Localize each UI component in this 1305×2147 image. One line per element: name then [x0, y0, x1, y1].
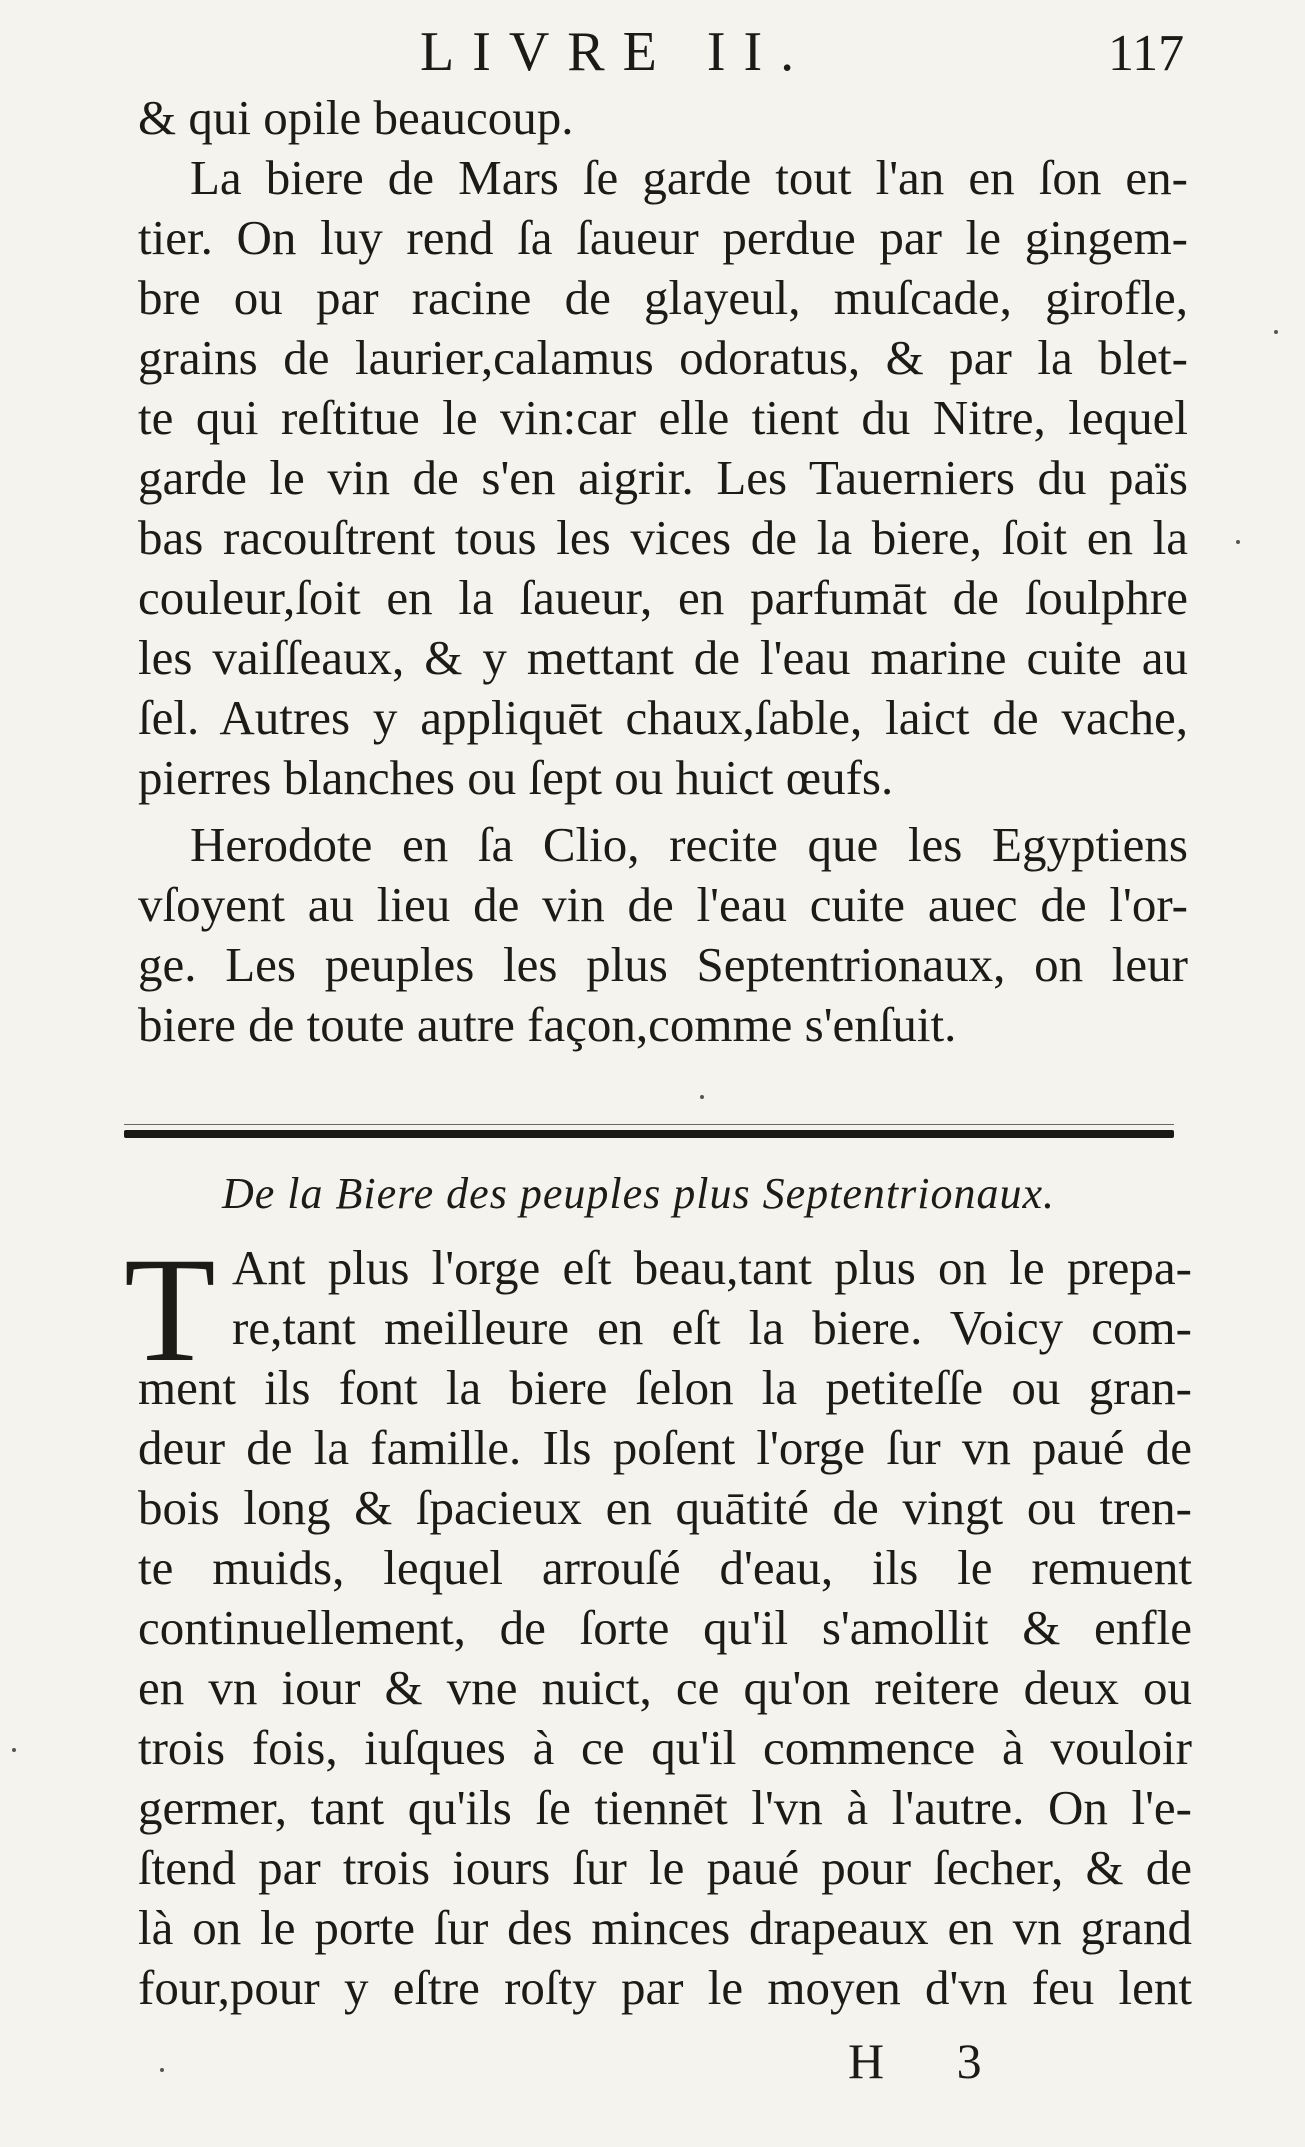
section-divider: [124, 1130, 1174, 1138]
text-line: bas racouſtrent tous les vices de la biere, ſoit en la: [138, 510, 1188, 565]
drop-cap: T: [124, 1227, 216, 1393]
text-line: te qui reſtitue le vin:car elle tient du Nitre, lequel: [138, 390, 1188, 445]
paper-speck: [12, 1748, 16, 1752]
text-line: grains de laurier,calamus odoratus, & par la blet-: [138, 330, 1188, 385]
paper-speck: [1274, 330, 1278, 334]
text-line: Ant plus l'orge eſt beau,tant plus on le prepa-: [232, 1240, 1192, 1295]
text-line: en vn iour & vne nuict, ce qu'on reitere deux ou: [138, 1660, 1192, 1715]
section-opening-lines: [232, 1238, 1192, 1358]
signature-mark: H 3: [848, 2033, 1012, 2089]
section-divider-thin: [124, 1124, 1174, 1125]
text-line: te muids, lequel arrouſé d'eau, ils le remuent: [138, 1540, 1192, 1595]
text-line: & qui opile beaucoup.: [138, 90, 574, 145]
text-line: les vaiſſeaux, & y mettant de l'eau marine cuite au: [138, 630, 1188, 685]
text-line: ment ils font la biere ſelon la petiteſſe ou gran-: [138, 1360, 1192, 1415]
text-line: trois fois, iuſques à ce qu'il commence à vouloir: [138, 1720, 1192, 1775]
text-line: deur de la famille. Ils poſent l'orge ſur vn paué de: [138, 1420, 1192, 1475]
text-line: pierres blanches ou ſept ou huict œufs.: [138, 750, 894, 805]
paragraph-beer-of-march: [138, 88, 1188, 808]
text-line: biere de toute autre façon,comme s'enſuit.: [138, 997, 957, 1052]
text-line: La biere de Mars ſe garde tout l'an en ſon en-: [190, 150, 1188, 205]
text-line: là on le porte ſur des minces drapeaux en vn grand: [138, 1900, 1192, 1955]
text-line: bois long & ſpacieux en quātité de vingt ou tren-: [138, 1480, 1192, 1535]
text-line: re,tant meilleure en eſt la biere. Voicy com-: [232, 1300, 1192, 1355]
paragraph-herodotus: [138, 815, 1188, 1055]
text-line: four,pour y eſtre roſty par le moyen d'vn feu lent: [138, 1960, 1192, 2015]
text-line: bre ou par racine de glayeul, muſcade, girofle,: [138, 270, 1188, 325]
text-line: tier. On luy rend ſa ſaueur perdue par le gingem-: [138, 210, 1188, 265]
paper-speck: [1236, 540, 1240, 544]
text-line: garde le vin de s'en aigrir. Les Tauerniers du païs: [138, 450, 1188, 505]
paper-speck: [700, 1095, 704, 1099]
text-line: ſel. Autres y appliquēt chaux,ſable, laict de vache,: [138, 690, 1188, 745]
text-line: germer, tant qu'ils ſe tiennēt l'vn à l'autre. On l'e-: [138, 1780, 1192, 1835]
paper-speck: [160, 2068, 164, 2072]
section-title: De la Biere des peuples plus Septentrionaux.: [222, 1169, 1055, 1218]
text-line: ſtend par trois iours ſur le paué pour ſecher, & de: [138, 1840, 1192, 1895]
running-title: LIVRE II.: [420, 21, 813, 83]
text-line: ge. Les peuples les plus Septentrionaux, on leur: [138, 937, 1188, 992]
text-line: Herodote en ſa Clio, recite que les Egyptiens: [190, 817, 1188, 872]
text-line: vſoyent au lieu de vin de l'eau cuite auec de l'or-: [138, 877, 1188, 932]
text-line: couleur,ſoit en la ſaueur, en parfumāt de ſoulphre: [138, 570, 1188, 625]
text-line: continuellement, de ſorte qu'il s'amollit & enfle: [138, 1600, 1192, 1655]
page-number: 117: [1108, 25, 1185, 82]
section-body: [138, 1358, 1192, 2018]
